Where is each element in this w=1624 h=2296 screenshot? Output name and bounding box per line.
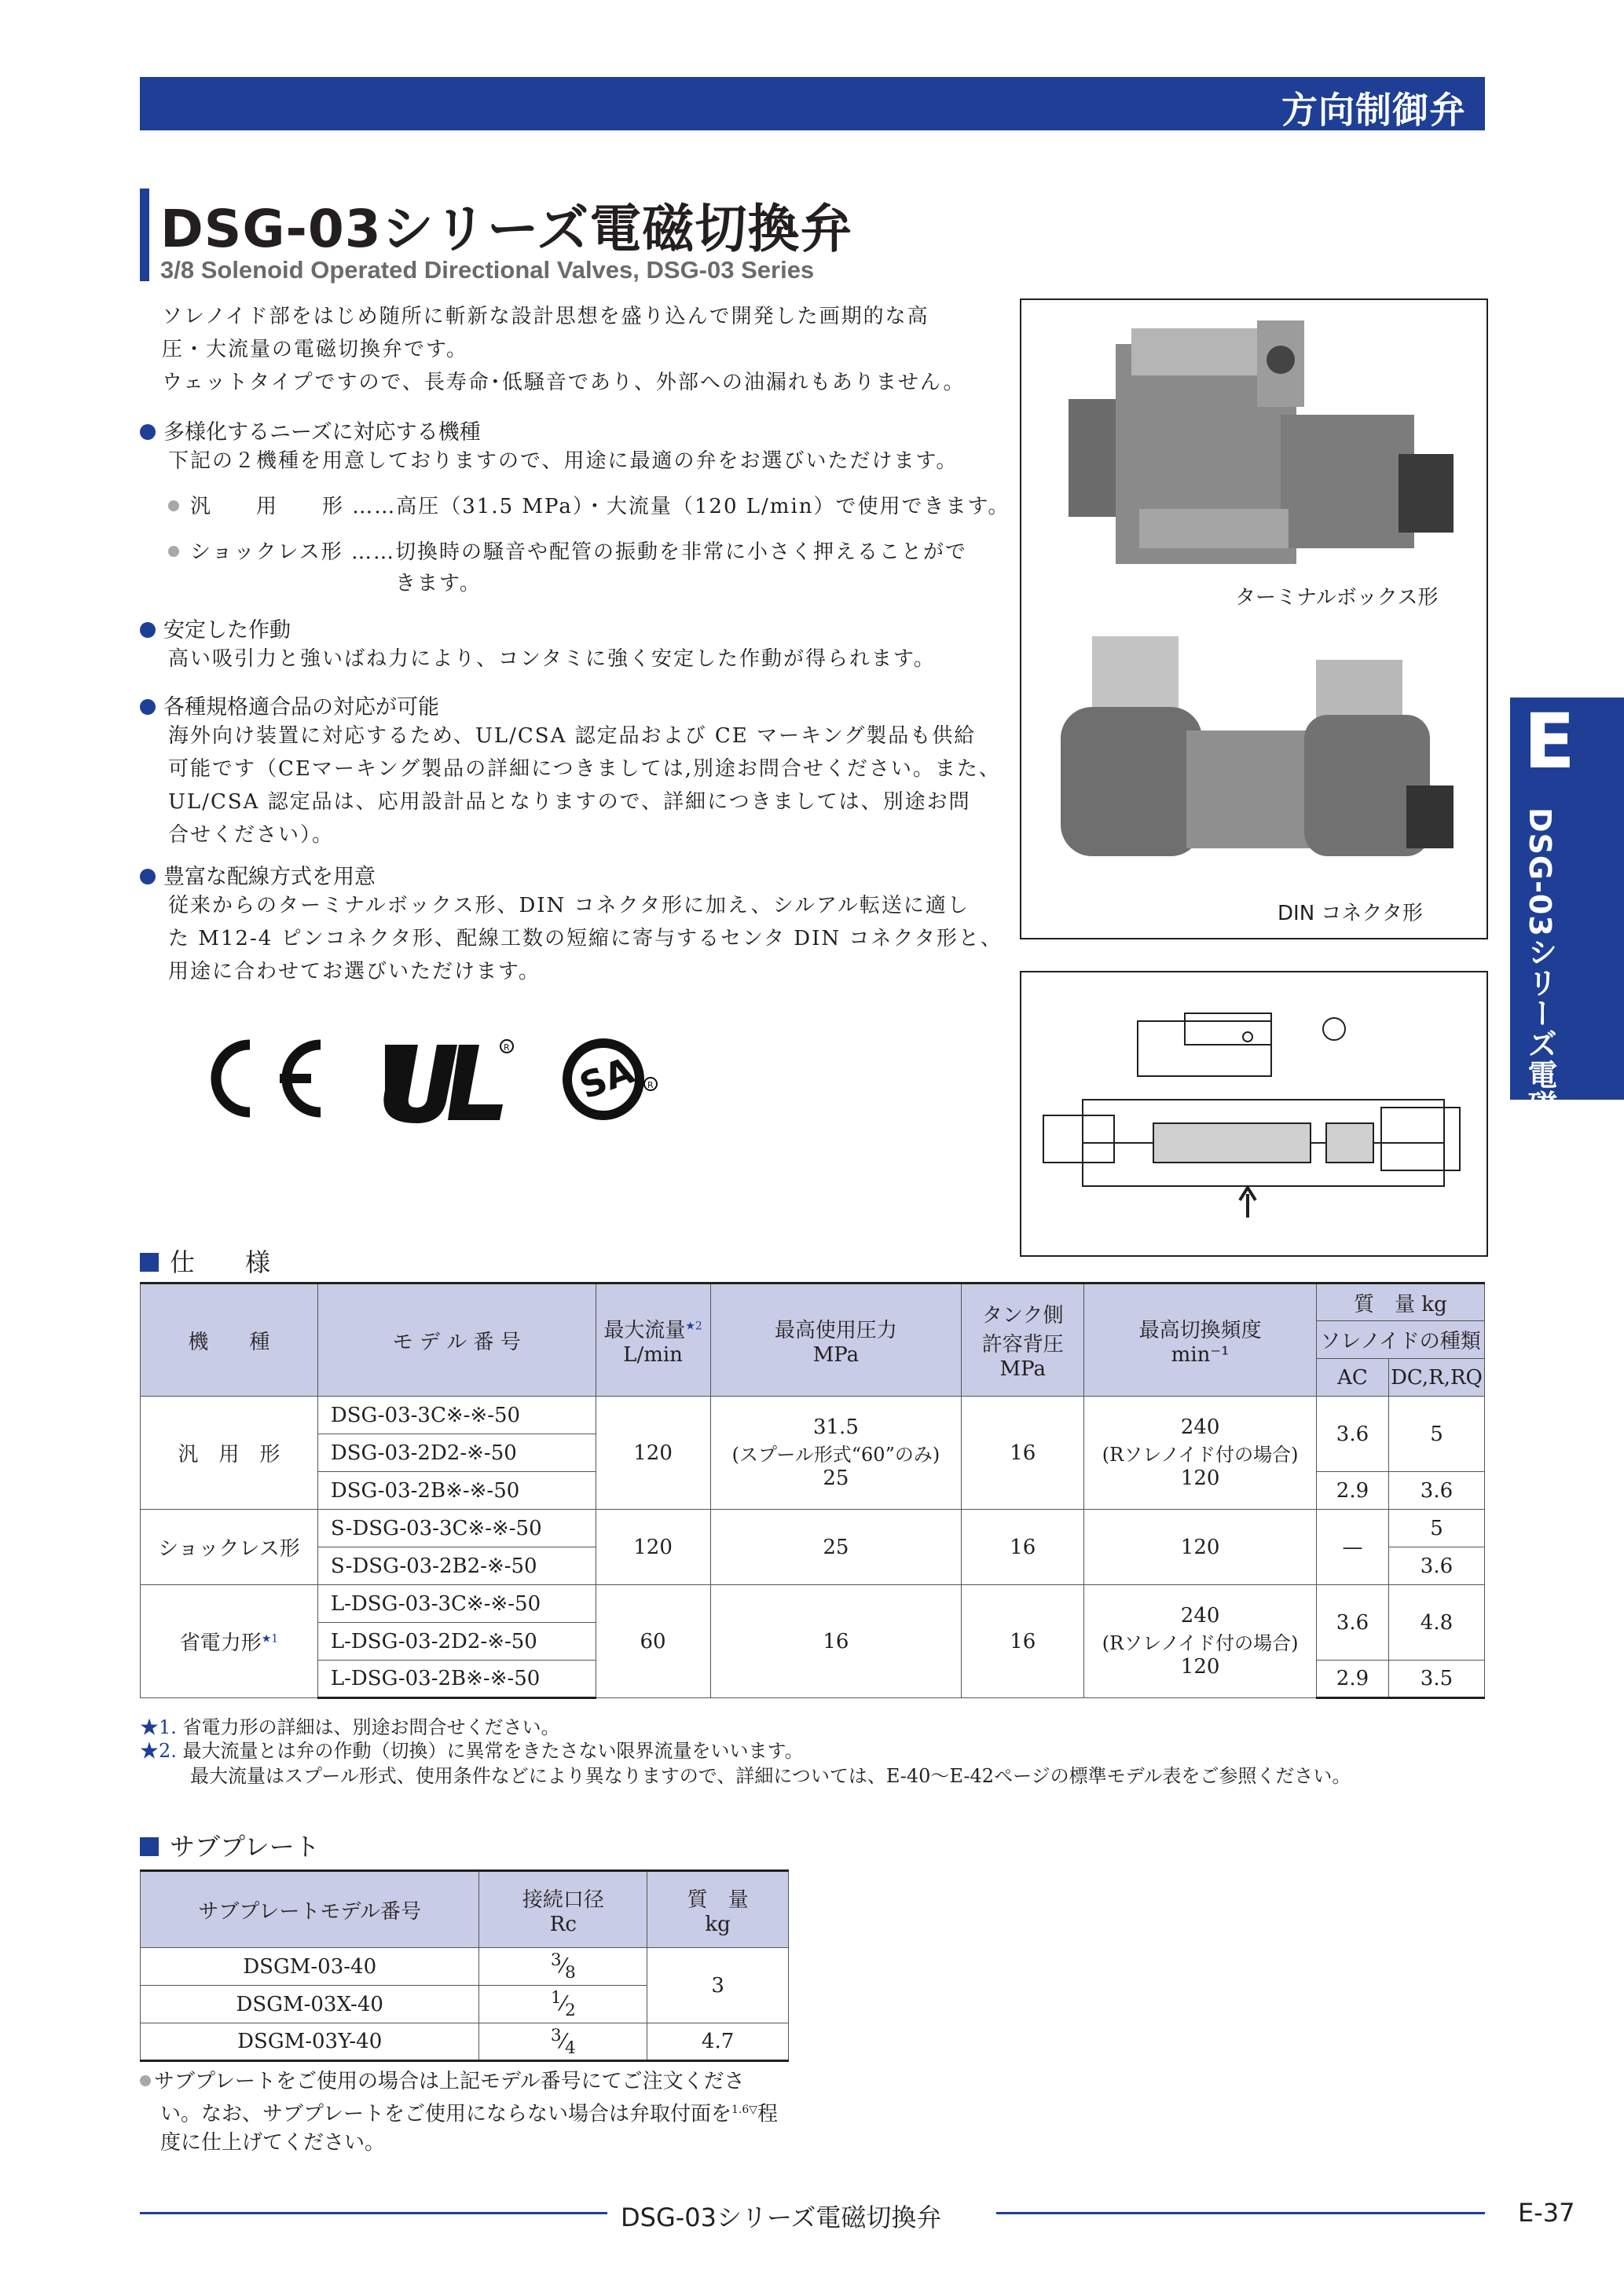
intro-line: 圧・大流量の電磁切換弁です。 [162,338,468,361]
image-caption: DIN コネクタ形 [1278,902,1423,925]
model-number: DSG-03-2D2-※-50 [317,1434,596,1472]
header-tank-label: 許容背圧 [981,1333,1064,1357]
pressure-top: 31.5 [812,1415,859,1439]
flow-value: 60 [596,1585,710,1698]
bullet-text: 切換時の騒音や配管の振動を非常に小さく押えることがで [394,540,967,564]
fraction-num: 1 [550,1988,562,2009]
subplate-mass: 4.7 [647,2023,789,2061]
header-port [479,1871,647,1948]
model-number: L-DSG-03-2D2-※-50 [317,1623,596,1661]
mass-ac: 2.9 [1317,1661,1389,1698]
freq-note: Rソレノイド付の場合 [1109,1444,1292,1466]
freq-value: 240 (Rソレノイド付の場合) 120 [1084,1585,1317,1698]
note-text: 最大流量とは弁の作動（切換）に異常をきたさない限界流量をいいます。 [182,1740,804,1762]
header-pressure-label: 最高使用圧力 [774,1318,897,1342]
intro-text [162,300,965,399]
terminal-box-valve-image [1045,313,1469,580]
note-mark: ★1 [261,1632,279,1646]
note-line: 程 [757,2102,779,2126]
group-name: 汎 用 形 [141,1397,318,1510]
mass-dc: 5 [1388,1510,1484,1547]
bullet-dot-icon [140,869,156,884]
image-caption: ターミナルボックス形 [1235,586,1439,610]
port-size: $^3⁄_4$ [479,2023,647,2061]
header-mass-label: 質 量 [687,1888,749,1912]
header-solenoid: ソレノイドの種類 [1317,1321,1485,1359]
header-model: モ デ ル 番 号 [317,1283,596,1397]
intro-line: ウェットタイプですので、長寿命･低騒音であり、外部への油漏れもありません。 [162,371,966,394]
pressure-value: 16 [710,1585,962,1698]
svg-text:R: R [647,1080,654,1090]
category-label: 方向制御弁 [1281,89,1466,131]
tank-value: 16 [962,1397,1084,1510]
note-line: サブプレートをご使用の場合は上記モデル番号にてご注文くださ [154,2070,745,2093]
feature-line: た M12-4 ピンコネクタ形、配線工数の短縮に寄与するセンタ DIN コネクタ形と、 [168,927,1003,950]
freq-bottom: 120 [1180,1655,1220,1679]
surface-finish-icon: 1.6▽ [731,2104,758,2116]
mass-ac: — [1317,1510,1389,1585]
tank-value: 16 [962,1585,1084,1698]
freq-top: 240 [1180,1415,1220,1439]
footer-rule [996,2212,1485,2214]
feature-heading [140,613,291,643]
header-subplate-model: サブプレートモデル番号 [141,1871,479,1948]
feature-line: 合せください）。 [168,823,335,847]
feature-heading-text: 安定した作動 [163,618,291,643]
svg-text:SA: SA [574,1049,640,1108]
group-name-text: 省電力形 [179,1631,262,1655]
bullet-dot-icon [168,500,179,511]
category-header-bar [140,77,1485,130]
pressure-bottom: 25 [823,1467,849,1490]
feature-text: 高い吸引力と強いばね力により、コンタミに強く安定した作動が得られます。 [168,647,936,671]
bullet-dot-icon [140,622,156,638]
bullet-dot-icon [168,546,179,557]
csa-mark-logo [563,1038,665,1125]
header-mass-unit: kg [705,1912,731,1936]
fraction-num: 3 [550,2025,562,2045]
feature-bullet [168,536,967,569]
section-square-icon [140,1253,159,1272]
fraction-den: 2 [565,2000,576,2020]
footer-rule [140,2212,607,2214]
page-title: DSG-03シリーズ電磁切換弁 [160,199,853,259]
model-number: S-DSG-03-3C※-※-50 [317,1510,596,1547]
note-line: 度に仕上げてください。 [160,2130,386,2155]
ul-mark-logo [377,1035,519,1128]
pressure-note: スプール形式“60”のみ [739,1444,933,1466]
flow-value: 120 [596,1510,710,1585]
freq-top: 240 [1180,1604,1220,1628]
note-line: い。なお、サブプレートをご使用にならない場合は弁取付面を [160,2102,731,2126]
freq-bottom: 120 [1180,1467,1220,1490]
bullet-dot-icon [140,699,156,715]
header-pressure-unit: MPa [812,1342,860,1367]
spec-note [140,1739,804,1763]
model-number: DSG-03-3C※-※-50 [317,1397,596,1434]
header-mass: 質 量 kg [1317,1283,1485,1321]
mass-dc: 3.6 [1388,1547,1484,1585]
page-subtitle: 3/8 Solenoid Operated Directional Valves, DSG-03 Series [160,256,815,284]
feature-heading-text: 多様化するニーズに対応する機種 [163,420,481,445]
mass-ac: 3.6 [1317,1397,1389,1472]
header-port-unit: Rc [549,1912,577,1936]
side-index-text: DSG-03シリーズ電磁切換弁 [1523,807,1557,1213]
feature-heading-text: 豊富な配線方式を用意 [163,865,376,889]
header-flow-unit: L/min [623,1342,683,1367]
feature-line: 可能です（CEマーキング製品の詳細につきましては,別途お問合せください。また、 [168,757,1001,781]
surface-finish-value: 1.6 [731,2104,750,2116]
intro-line: ソレノイド部をはじめ随所に斬新な設計思想を盛り込んで開発した画期的な高 [162,305,929,328]
bullet-label: 汎 用 形 …… [190,495,397,518]
header-tank-label: タンク側 [982,1304,1064,1327]
mass-dc: 3.6 [1388,1472,1484,1510]
mass-dc: 4.8 [1388,1585,1484,1661]
note-text: 省電力形の詳細は、別途お問合せください。 [182,1716,560,1738]
side-index-letter: E [1523,698,1575,785]
freq-value: 120 [1084,1510,1317,1585]
header-flow-label: 最大流量 [603,1318,686,1342]
flow-value: 120 [596,1397,710,1510]
pressure-value: 25 [710,1510,962,1585]
spec-note: 最大流量はスプール形式、使用条件などにより異なりますので、詳細については、E-40～E-42ページの標準モデル表をご参照ください。 [190,1765,1351,1787]
feature-text [168,720,1001,851]
mass-dc: 5 [1388,1397,1484,1472]
header-freq-label: 最高切換頻度 [1138,1318,1262,1342]
ce-mark-logo [195,1035,328,1122]
spec-table [140,1282,1485,1699]
section-title: サブプレート [170,1832,320,1862]
subplate-table [140,1869,789,2062]
subplate-model: DSGM-03X-40 [141,1986,479,2023]
header-pressure [710,1283,962,1397]
svg-text:R: R [504,1042,510,1053]
feature-line: 海外向け装置に対応するため、UL/CSA 認定品および CE マーキング製品も供給 [168,724,977,748]
feature-heading [140,690,439,720]
subplate-mass: 3 [647,1948,789,2023]
valve-cross-section-drawing [1036,990,1476,1241]
pressure-value: 31.5 (スプール形式“60”のみ) 25 [710,1397,962,1510]
freq-value: 240 (Rソレノイド付の場合) 120 [1084,1397,1317,1510]
feature-heading-text: 各種規格適合品の対応が可能 [163,695,439,720]
header-subplate-mass [647,1871,789,1948]
mass-ac: 3.6 [1317,1585,1389,1661]
header-kishu: 機 種 [141,1283,318,1397]
feature-text [168,889,1003,988]
note-mark: ★1. [140,1716,177,1738]
header-freq [1084,1283,1317,1397]
feature-line: 用途に合わせてお選びいただけます。 [168,960,541,983]
header-tank [962,1283,1084,1397]
bullet-text: きます。 [395,572,482,595]
model-number: S-DSG-03-2B2-※-50 [317,1547,596,1585]
note-mark: ★2 [685,1319,702,1332]
subplate-section-heading [140,1827,320,1863]
bullet-dot-icon [140,2075,151,2086]
footer-title: DSG-03シリーズ電磁切換弁 [621,2203,942,2232]
feature-text: 下記の２機種を用意しておりますので、用途に最適の弁をお選びいただけます。 [168,449,959,473]
subplate-note [140,2067,800,2157]
feature-heading [140,415,481,445]
port-size: $^3⁄_8$ [479,1948,647,1986]
tank-value: 16 [962,1510,1084,1585]
group-name: ショックレス形 [141,1510,318,1585]
fraction-den: 8 [565,1962,576,1983]
header-freq-unit: min⁻¹ [1171,1342,1230,1367]
note-mark: ★2. [140,1740,177,1762]
header-ac: AC [1317,1359,1389,1397]
model-number: DSG-03-2B※-※-50 [317,1472,596,1510]
header-port-label: 接続口径 [522,1888,604,1912]
din-connector-valve-image [1045,621,1469,880]
subplate-model: DSGM-03Y-40 [141,2023,479,2061]
section-square-icon [140,1837,159,1856]
feature-line: 従来からのターミナルボックス形、DIN コネクタ形に加え、シルアル転送に適し [168,894,970,917]
header-flow [596,1283,710,1397]
subplate-model: DSGM-03-40 [141,1948,479,1986]
fraction-den: 4 [565,2038,576,2058]
title-accent-bar [140,189,149,281]
page-number: E-37 [1518,2198,1575,2228]
feature-line: UL/CSA 認定品は、応用設計品となりますので、詳細につきましては、別途お問 [168,790,971,814]
model-number: L-DSG-03-2B※-※-50 [317,1661,596,1698]
spec-section-heading [140,1243,270,1279]
spec-note [140,1716,560,1739]
feature-bullet [168,490,1010,523]
bullet-label: ショックレス形 …… [190,540,395,564]
group-name [141,1585,318,1698]
section-title: 仕 様 [170,1247,271,1277]
header-dc: DC,R,RQ [1388,1359,1484,1397]
feature-heading [140,859,376,890]
bullet-dot-icon [140,424,156,440]
fraction-num: 3 [550,1950,562,1971]
port-size: $^1⁄_2$ [479,1986,647,2023]
mass-ac: 2.9 [1317,1472,1389,1510]
model-number: L-DSG-03-3C※-※-50 [317,1585,596,1623]
freq-note: Rソレノイド付の場合 [1109,1632,1292,1654]
bullet-text: 高圧（31.5 MPa）・大流量（120 L/min）で使用できます。 [396,495,1010,518]
header-tank-unit: MPa [999,1357,1046,1381]
mass-dc: 3.5 [1388,1661,1484,1698]
